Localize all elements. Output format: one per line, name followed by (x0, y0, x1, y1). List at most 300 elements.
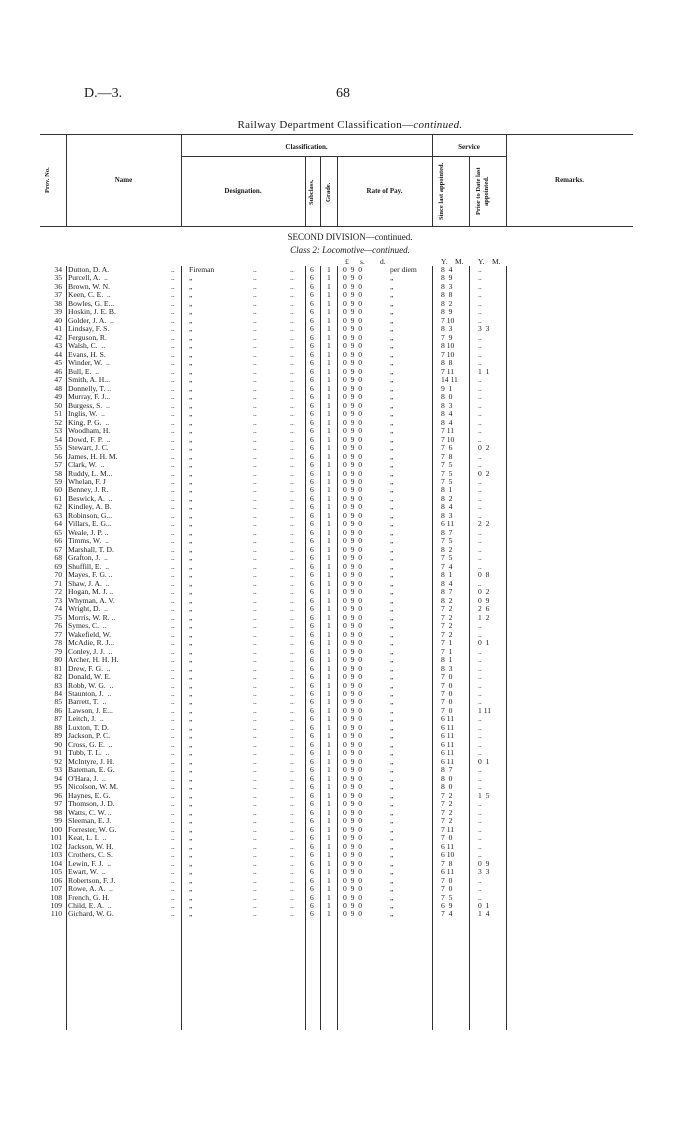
prior-to-date-cell: .. (478, 451, 482, 461)
grade-cell: 1 (327, 341, 331, 351)
designation-leader-cell: .. (253, 485, 257, 495)
rate-of-pay-cell: 0 9 0 (343, 739, 362, 749)
designation-leader-cell: .. (290, 612, 294, 622)
designation-leader-cell: .. (253, 689, 257, 698)
designation-leader-cell: .. (253, 553, 257, 563)
since-last-cell: 7 9 (441, 332, 453, 342)
since-last-cell: 7 0 (441, 680, 453, 690)
pay-period-cell: „ (390, 595, 394, 605)
prov-no-cell: 108 (50, 892, 62, 902)
designation-leader-cell: .. (290, 722, 294, 732)
pay-period-cell: „ (390, 612, 394, 622)
grade-cell: 1 (327, 290, 331, 300)
designation-leader-cell: .. (290, 400, 294, 410)
since-last-cell: 8 1 (441, 570, 453, 580)
designation-leader-cell: .. (290, 858, 294, 868)
pay-period-cell: „ (390, 765, 394, 775)
prov-no-cell: 63 (54, 510, 62, 520)
grade-cell: 1 (327, 655, 331, 665)
name-leader-cell: .. (171, 485, 175, 495)
designation-leader-cell: .. (253, 477, 257, 486)
name-leader-cell: .. (171, 689, 175, 698)
col-divider-since (469, 156, 470, 226)
name-cell: Drew, F. G. .. (68, 663, 111, 673)
designation-cell: „ (189, 680, 193, 690)
designation-leader-cell: .. (253, 536, 257, 546)
rate-of-pay-cell: 0 9 0 (343, 790, 362, 800)
designation-leader-cell: .. (253, 595, 257, 605)
since-last-cell: 7 6 (441, 443, 453, 453)
prov-no-cell: 86 (54, 705, 62, 715)
name-leader-cell: .. (171, 434, 175, 444)
header-since-last: Since last appointed. (438, 162, 445, 220)
designation-leader-cell: .. (290, 705, 294, 715)
designation-leader-cell: .. (290, 409, 294, 419)
name-leader-cell: .. (171, 544, 175, 554)
prov-no-cell: 90 (54, 739, 62, 749)
pay-period-cell: „ (390, 443, 394, 453)
since-last-cell: 7 10 (441, 434, 455, 444)
designation-leader-cell: .. (253, 799, 257, 809)
name-leader-cell: .. (171, 366, 175, 376)
rate-of-pay-cell: 0 9 0 (343, 383, 362, 393)
name-cell: Staunton, J. .. (68, 689, 112, 698)
subclass-cell: 6 (310, 358, 314, 368)
rate-of-pay-cell: 0 9 0 (343, 901, 362, 910)
division-title: SECOND DIVISION—continued. (287, 232, 413, 242)
since-last-cell: 7 1 (441, 646, 453, 656)
name-leader-cell: .. (171, 824, 175, 834)
pay-period-cell: „ (390, 901, 394, 910)
prior-to-date-cell: .. (478, 875, 482, 885)
name-leader-cell: .. (171, 697, 175, 707)
designation-cell: „ (189, 731, 193, 741)
grade-cell: 1 (327, 689, 331, 698)
name-leader-cell: .. (171, 595, 175, 605)
rate-of-pay-cell: 0 9 0 (343, 909, 362, 919)
designation-cell: „ (189, 358, 193, 368)
name-leader-cell: .. (171, 426, 175, 436)
grade-cell: 1 (327, 646, 331, 656)
designation-leader-cell: .. (253, 909, 257, 919)
rate-of-pay-cell: 0 9 0 (343, 265, 362, 274)
designation-leader-cell: .. (253, 290, 257, 300)
designation-leader-cell: .. (290, 884, 294, 894)
prior-to-date-cell: .. (478, 358, 482, 368)
pay-period-cell: „ (390, 341, 394, 351)
pay-period-cell: „ (390, 850, 394, 860)
grade-cell: 1 (327, 434, 331, 444)
name-leader-cell: .. (171, 341, 175, 351)
header-prov-no: Prov. No. (44, 167, 51, 193)
prior-to-date-cell: .. (478, 298, 482, 308)
name-leader-cell: .. (171, 850, 175, 860)
designation-cell: „ (189, 841, 193, 851)
subclass-cell: 6 (310, 443, 314, 453)
name-leader-cell: .. (171, 468, 175, 478)
grade-cell: 1 (327, 358, 331, 368)
designation-leader-cell: .. (253, 765, 257, 775)
prov-no-cell: 105 (50, 867, 62, 877)
rate-of-pay-cell: 0 9 0 (343, 443, 362, 453)
name-leader-cell: .. (171, 460, 175, 470)
grade-cell: 1 (327, 697, 331, 707)
since-last-cell: 6 11 (441, 722, 455, 732)
since-last-cell: 6 11 (441, 841, 455, 851)
designation-leader-cell: .. (290, 731, 294, 741)
name-leader-cell: .. (171, 799, 175, 809)
pay-period-cell: „ (390, 510, 394, 520)
prior-to-date-cell: .. (478, 460, 482, 470)
grade-cell: 1 (327, 443, 331, 453)
grade-cell: 1 (327, 680, 331, 690)
designation-cell: „ (189, 536, 193, 546)
subclass-cell: 6 (310, 858, 314, 868)
designation-cell: „ (189, 315, 193, 325)
subclass-cell: 6 (310, 477, 314, 486)
prov-no-cell: 42 (54, 332, 62, 342)
since-last-cell: 7 4 (441, 909, 453, 919)
designation-cell: „ (189, 595, 193, 605)
prov-no-cell: 59 (54, 477, 62, 486)
grade-cell: 1 (327, 672, 331, 682)
prior-to-date-cell: 0 1 (478, 638, 490, 648)
designation-leader-cell: .. (290, 816, 294, 826)
pay-period-cell: „ (390, 349, 394, 359)
subclass-cell: 6 (310, 468, 314, 478)
pay-period-cell: „ (390, 816, 394, 826)
subclass-cell: 6 (310, 434, 314, 444)
name-leader-cell: .. (171, 561, 175, 571)
designation-leader-cell: .. (290, 689, 294, 698)
designation-leader-cell: .. (290, 493, 294, 503)
pay-period-cell: „ (390, 790, 394, 800)
pay-period-cell: „ (390, 409, 394, 419)
subclass-cell: 6 (310, 587, 314, 597)
prov-no-cell: 58 (54, 468, 62, 478)
designation-leader-cell: .. (253, 298, 257, 308)
subclass-cell: 6 (310, 561, 314, 571)
designation-cell: „ (189, 383, 193, 393)
designation-leader-cell: .. (253, 392, 257, 402)
designation-cell: „ (189, 756, 193, 766)
since-last-cell: 7 2 (441, 807, 453, 817)
name-cell: Tubb, T. L. .. (68, 748, 110, 758)
subclass-cell: 6 (310, 324, 314, 334)
since-last-cell: 7 11 (441, 824, 455, 834)
designation-cell: „ (189, 341, 193, 351)
rate-of-pay-cell: 0 9 0 (343, 604, 362, 614)
rate-of-pay-cell: 0 9 0 (343, 392, 362, 402)
pay-period-cell: „ (390, 782, 394, 792)
subclass-cell: 6 (310, 341, 314, 351)
prior-to-date-cell: .. (478, 680, 482, 690)
grade-cell: 1 (327, 731, 331, 741)
name-cell: Lindsay, F. S. (68, 324, 110, 334)
name-leader-cell: .. (171, 858, 175, 868)
name-leader-cell: .. (171, 265, 175, 274)
since-last-cell: 7 0 (441, 875, 453, 885)
name-leader-cell: .. (171, 273, 175, 283)
pay-period-cell: „ (390, 273, 394, 283)
designation-cell: „ (189, 273, 193, 283)
prior-to-date-cell: .. (478, 493, 482, 503)
name-cell: Ruddy, L. M... (68, 468, 113, 478)
rate-of-pay-cell: 0 9 0 (343, 273, 362, 283)
since-last-cell: 7 8 (441, 451, 453, 461)
designation-leader-cell: .. (290, 799, 294, 809)
designation-leader-cell: .. (290, 298, 294, 308)
name-cell: Robb, W. G. .. (68, 680, 114, 690)
designation-cell: „ (189, 824, 193, 834)
prior-to-date-cell: 1 11 (478, 705, 492, 715)
prov-no-cell: 87 (54, 714, 62, 724)
name-cell: Whyman, A. V. (68, 595, 115, 605)
unit-shillings: s. (360, 257, 365, 266)
prov-no-cell: 62 (54, 502, 62, 512)
name-leader-cell: .. (171, 867, 175, 877)
rate-of-pay-cell: 0 9 0 (343, 366, 362, 376)
name-leader-cell: .. (171, 451, 175, 461)
designation-cell: „ (189, 493, 193, 503)
designation-leader-cell: .. (290, 273, 294, 283)
grade-cell: 1 (327, 816, 331, 826)
subclass-cell: 6 (310, 705, 314, 715)
grade-cell: 1 (327, 392, 331, 402)
prov-no-cell: 84 (54, 689, 62, 698)
rate-of-pay-cell: 0 9 0 (343, 595, 362, 605)
designation-leader-cell: .. (290, 265, 294, 274)
prior-to-date-cell: .. (478, 833, 482, 843)
since-last-cell: 8 8 (441, 290, 453, 300)
pay-period-cell: „ (390, 892, 394, 902)
prov-no-cell: 55 (54, 443, 62, 453)
subclass-cell: 6 (310, 748, 314, 758)
subclass-cell: 6 (310, 265, 314, 274)
rate-of-pay-cell: 0 9 0 (343, 799, 362, 809)
rate-of-pay-cell: 0 9 0 (343, 807, 362, 817)
grade-cell: 1 (327, 265, 331, 274)
designation-cell: „ (189, 468, 193, 478)
designation-leader-cell: .. (290, 773, 294, 783)
prior-to-date-cell: .. (478, 426, 482, 436)
rate-of-pay-cell: 0 9 0 (343, 332, 362, 342)
designation-leader-cell: .. (290, 460, 294, 470)
name-cell: Sleeman, E. J. (68, 816, 112, 826)
name-cell: Gichard, W. G. (68, 909, 114, 919)
designation-cell: „ (189, 443, 193, 453)
pay-period-cell: „ (390, 358, 394, 368)
name-leader-cell: .. (171, 307, 175, 317)
since-last-cell: 7 2 (441, 604, 453, 614)
name-cell: Bateman, E. G. (68, 765, 115, 775)
name-cell: Wakefield, W. (68, 629, 112, 639)
name-cell: Child, E. A. .. (68, 901, 112, 910)
designation-leader-cell: .. (253, 612, 257, 622)
since-last-cell: 7 11 (441, 366, 455, 376)
designation-cell: „ (189, 281, 193, 291)
subclass-cell: 6 (310, 290, 314, 300)
prov-no-cell: 38 (54, 298, 62, 308)
grade-cell: 1 (327, 409, 331, 419)
rate-of-pay-cell: 0 9 0 (343, 765, 362, 775)
pay-period-cell: „ (390, 536, 394, 546)
name-cell: Keat, L. I. .. (68, 833, 107, 843)
designation-leader-cell: .. (290, 383, 294, 393)
pay-period-cell: „ (390, 281, 394, 291)
prov-no-cell: 102 (50, 841, 62, 851)
name-leader-cell: .. (171, 536, 175, 546)
name-leader-cell: .. (171, 739, 175, 749)
grade-cell: 1 (327, 587, 331, 597)
designation-cell: „ (189, 366, 193, 376)
rate-of-pay-cell: 0 9 0 (343, 527, 362, 537)
name-cell: Nicolson, W. M. (68, 782, 118, 792)
designation-leader-cell: .. (253, 358, 257, 368)
pay-period-cell: „ (390, 858, 394, 868)
name-leader-cell: .. (171, 519, 175, 529)
designation-cell: „ (189, 705, 193, 715)
prov-no-cell: 67 (54, 544, 62, 554)
name-cell: Lewin, F. J. .. (68, 858, 112, 868)
subclass-cell: 6 (310, 867, 314, 877)
designation-cell: „ (189, 451, 193, 461)
designation-cell: „ (189, 621, 193, 631)
pay-period-cell: „ (390, 570, 394, 580)
name-cell: Ewart, W. .. (68, 867, 106, 877)
designation-leader-cell: .. (253, 307, 257, 317)
prior-to-date-cell: .. (478, 655, 482, 665)
subclass-cell: 6 (310, 697, 314, 707)
since-last-cell: 7 5 (441, 892, 453, 902)
designation-leader-cell: .. (253, 315, 257, 325)
rate-of-pay-cell: 0 9 0 (343, 731, 362, 741)
since-last-cell: 7 0 (441, 884, 453, 894)
prov-no-cell: 35 (54, 273, 62, 283)
prov-no-cell: 100 (50, 824, 62, 834)
name-leader-cell: .. (171, 672, 175, 682)
pay-period-cell: „ (390, 315, 394, 325)
grade-cell: 1 (327, 604, 331, 614)
rate-of-pay-cell: 0 9 0 (343, 460, 362, 470)
designation-leader-cell: .. (290, 909, 294, 919)
rate-of-pay-cell: 0 9 0 (343, 824, 362, 834)
rate-of-pay-cell: 0 9 0 (343, 553, 362, 563)
prior-to-date-cell: .. (478, 527, 482, 537)
grade-cell: 1 (327, 493, 331, 503)
name-leader-cell: .. (171, 714, 175, 724)
grade-cell: 1 (327, 850, 331, 860)
rate-of-pay-cell: 0 9 0 (343, 485, 362, 495)
prior-to-date-cell: .. (478, 850, 482, 860)
prior-to-date-cell: .. (478, 782, 482, 792)
prior-to-date-cell: 0 1 (478, 756, 490, 766)
grade-cell: 1 (327, 485, 331, 495)
name-leader-cell: .. (171, 324, 175, 334)
prior-to-date-cell: 0 8 (478, 570, 490, 580)
subclass-cell: 6 (310, 663, 314, 673)
prov-no-cell: 54 (54, 434, 62, 444)
designation-leader-cell: .. (290, 578, 294, 588)
prov-no-cell: 45 (54, 358, 62, 368)
name-leader-cell: .. (171, 722, 175, 732)
designation-leader-cell: .. (253, 621, 257, 631)
subclass-cell: 6 (310, 621, 314, 631)
name-leader-cell: .. (171, 570, 175, 580)
designation-leader-cell: .. (253, 561, 257, 571)
rate-of-pay-cell: 0 9 0 (343, 451, 362, 461)
prior-to-date-cell: 1 1 (478, 366, 490, 376)
prov-no-cell: 44 (54, 349, 62, 359)
name-cell: Donald, W. E. (68, 672, 111, 682)
prior-to-date-cell: .. (478, 536, 482, 546)
prov-no-cell: 97 (54, 799, 62, 809)
name-cell: Bull, E. .. (68, 366, 100, 376)
designation-leader-cell: .. (253, 629, 257, 639)
designation-cell: „ (189, 867, 193, 877)
name-cell: Weale, J. P. .. (68, 527, 109, 537)
rate-of-pay-cell: 0 9 0 (343, 714, 362, 724)
page-title-text: Railway Department Classification— (237, 119, 414, 131)
subclass-cell: 6 (310, 816, 314, 826)
prior-to-date-cell: .. (478, 265, 482, 274)
prior-to-date-cell: .. (478, 290, 482, 300)
name-cell: Clark, W. .. (68, 460, 105, 470)
prov-no-cell: 73 (54, 595, 62, 605)
designation-leader-cell: .. (253, 850, 257, 860)
grade-cell: 1 (327, 773, 331, 783)
rate-of-pay-cell: 0 9 0 (343, 722, 362, 732)
subclass-cell: 6 (310, 502, 314, 512)
subclass-cell: 6 (310, 510, 314, 520)
prov-no-cell: 69 (54, 561, 62, 571)
pay-period-cell: „ (390, 909, 394, 919)
prior-to-date-cell: 0 9 (478, 858, 490, 868)
rate-of-pay-cell: 0 9 0 (343, 434, 362, 444)
designation-leader-cell: .. (253, 493, 257, 503)
since-last-cell: 6 11 (441, 748, 455, 758)
designation-leader-cell: .. (290, 426, 294, 436)
prov-no-cell: 68 (54, 553, 62, 563)
subclass-cell: 6 (310, 519, 314, 529)
subclass-cell: 6 (310, 841, 314, 851)
subclass-cell: 6 (310, 604, 314, 614)
prior-to-date-cell: .. (478, 578, 482, 588)
grade-cell: 1 (327, 332, 331, 342)
pay-period-cell: „ (390, 841, 394, 851)
name-leader-cell: .. (171, 816, 175, 826)
designation-cell: „ (189, 324, 193, 334)
since-last-cell: 7 8 (441, 858, 453, 868)
designation-leader-cell: .. (253, 884, 257, 894)
designation-leader-cell: .. (253, 901, 257, 910)
pay-period-cell: „ (390, 875, 394, 885)
page-title-continued: continued. (413, 119, 463, 131)
since-last-cell: 6 11 (441, 714, 455, 724)
header-rule-top (40, 134, 633, 135)
grade-cell: 1 (327, 867, 331, 877)
designation-cell: „ (189, 578, 193, 588)
grade-cell: 1 (327, 612, 331, 622)
subclass-cell: 6 (310, 536, 314, 546)
subclass-cell: 6 (310, 773, 314, 783)
subclass-cell: 6 (310, 544, 314, 554)
designation-leader-cell: .. (253, 731, 257, 741)
subclass-cell: 6 (310, 400, 314, 410)
grade-cell: 1 (327, 477, 331, 486)
name-leader-cell: .. (171, 510, 175, 520)
prov-no-cell: 81 (54, 663, 62, 673)
